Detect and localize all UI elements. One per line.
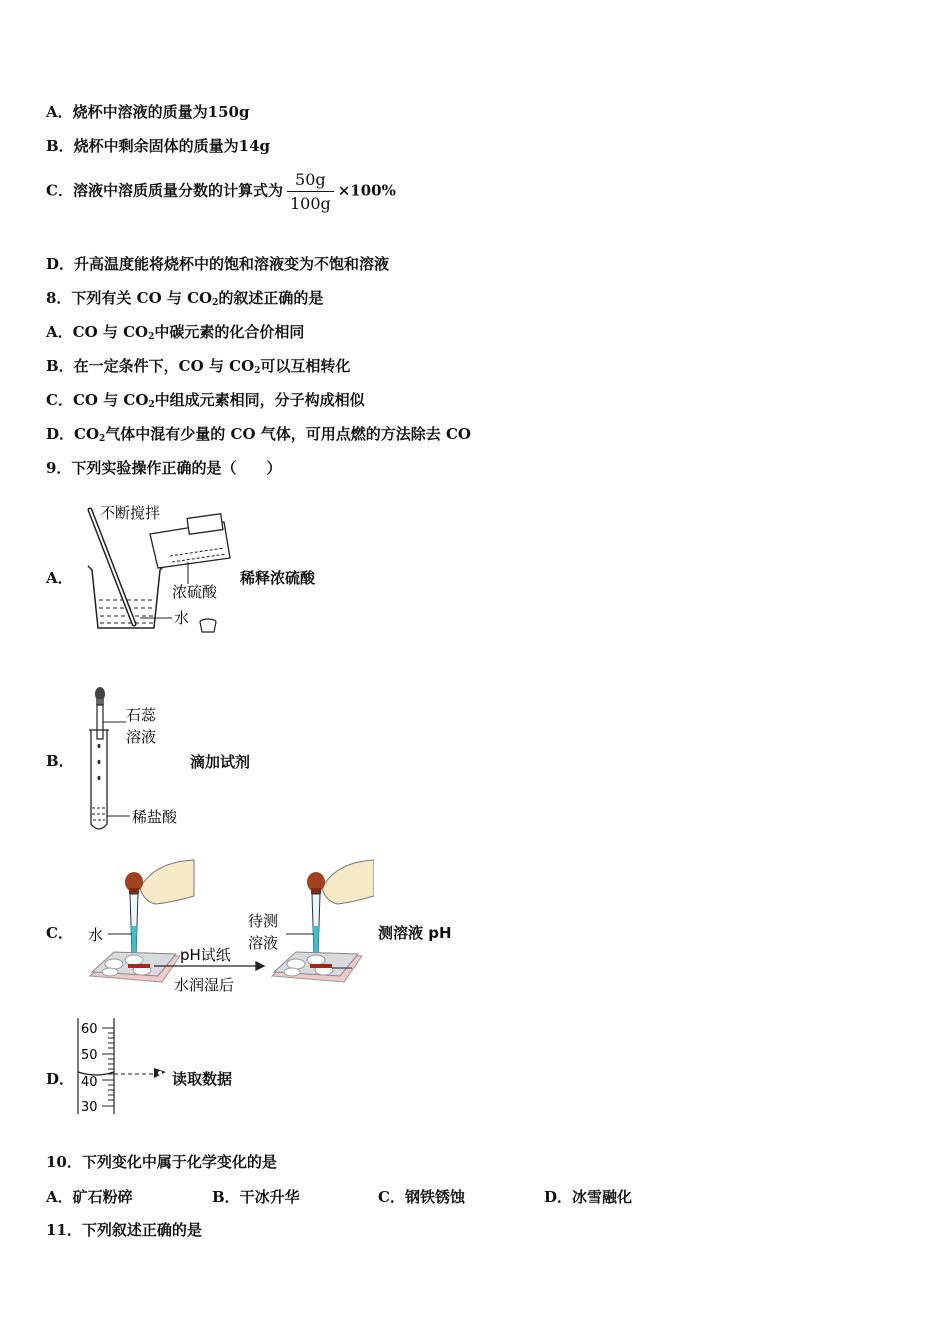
q8-option-a-text-b: 中碳元素的化合价相同 [154,323,305,341]
q10-option-a: A．矿石粉碎 [46,1188,133,1206]
q7-option-a: A．烧杯中溶液的质量为150g [46,103,250,121]
q7-option-d: D．升高温度能将烧杯中的饱和溶液变为不饱和溶液 [46,255,390,273]
label-wet: 水润湿后 [174,976,235,994]
q9-option-a-caption: 稀释浓硫酸 [240,569,316,587]
q8-option-b-text-a: B．在一定条件下，CO 与 CO [46,357,255,375]
q11-stem: 11．下列叙述正确的是 [46,1221,202,1239]
q9-option-b-caption: 滴加试剂 [190,753,251,771]
q9-stem: 9．下列实验操作正确的是（ ） [46,459,282,477]
q7-option-c-suffix: ×100% [337,181,396,200]
ph-paper [310,964,332,968]
q8-stem-text-a: 8．下列有关 CO 与 CO [46,289,213,307]
label-litmus-2: 溶液 [126,728,157,746]
figure-dilute-acid [78,500,238,645]
drops [98,744,101,780]
dropper-tube [312,894,320,956]
subscript: 2 [254,366,261,376]
q9-option-c-caption: 测溶液 pH [378,924,452,942]
label-test-2: 溶液 [248,934,279,952]
label-water: 水 [88,926,104,944]
hand-icon [322,860,374,904]
ph-paper [128,964,150,968]
q9-option-a-label: A． [46,569,73,587]
acid-bottle [150,514,230,568]
q7-option-b: B．烧杯中剩余固体的质量为14g [46,137,271,155]
glass-rod [90,510,134,624]
fraction-numerator: 50g [287,170,334,192]
figure-ph-test [84,856,374,998]
q10-option-c: C．钢铁锈蚀 [378,1188,465,1206]
q9-option-d-caption: 读取数据 [172,1070,233,1088]
subscript: 2 [148,400,155,410]
dropper-bulb [95,687,105,705]
label-hcl: 稀盐酸 [132,808,178,826]
label-ph-paper: pH试纸 [180,946,231,964]
q8-option-b [46,356,350,381]
q8-option-c-text-a: C．CO 与 CO [46,391,149,409]
label-stir: 不断搅拌 [100,504,161,522]
eye-icon [154,1068,166,1078]
bottle-cap [200,619,216,632]
tick-label-50: 50 [81,1048,98,1063]
tick-label-30: 30 [81,1100,98,1115]
q8-stem [46,288,323,313]
scale-ticks [102,1028,114,1106]
q8-option-d-text-b: 气体中混有少量的 CO 气体，可用点燃的方法除去 CO [105,425,471,443]
q10-option-b: B．干冰升华 [212,1188,300,1206]
q8-option-a [46,322,304,347]
subscript: 2 [148,332,155,342]
label-test-1: 待测 [248,912,279,930]
q8-option-d-text-a: D．CO [46,425,100,443]
q10-stem: 10．下列变化中属于化学变化的是 [46,1153,277,1171]
q8-option-b-text-b: 可以互相转化 [260,357,351,375]
label-water: 水 [174,609,190,627]
dropper-bulb [307,872,325,894]
label-litmus-1: 石蕊 [126,706,157,724]
q8-stem-text-b: 的叙述正确的是 [218,289,324,307]
dropper-tube [97,705,103,739]
tick-label-60: 60 [81,1022,98,1037]
q9-option-b-label: B． [46,752,74,770]
figure-graduated-cylinder [72,1014,172,1118]
dropper-tube [130,894,138,956]
figure-dropper-test-tube [80,684,190,834]
q10-option-d: D．冰雪融化 [544,1188,633,1206]
q8-option-c-text-b: 中组成元素相同，分子构成相似 [154,391,365,409]
subscript: 2 [99,434,106,444]
q8-option-c [46,390,365,415]
hcl-liquid [92,808,106,820]
q7-option-c [46,170,396,213]
tick-label-40: 40 [81,1075,98,1090]
fraction [287,170,334,213]
q7-option-c-prefix: C．溶液中溶质质量分数的计算式为 [46,181,283,200]
q9-option-c-label: C． [46,924,73,942]
dropper-bulb [125,872,143,894]
q8-option-d [46,424,471,449]
q9-option-d-label: D． [46,1070,75,1088]
label-acid: 浓硫酸 [172,583,218,601]
q8-option-a-text-a: A．CO 与 CO [46,323,149,341]
hand-icon [140,860,194,904]
subscript: 2 [212,298,219,308]
fraction-denominator: 100g [289,194,331,213]
